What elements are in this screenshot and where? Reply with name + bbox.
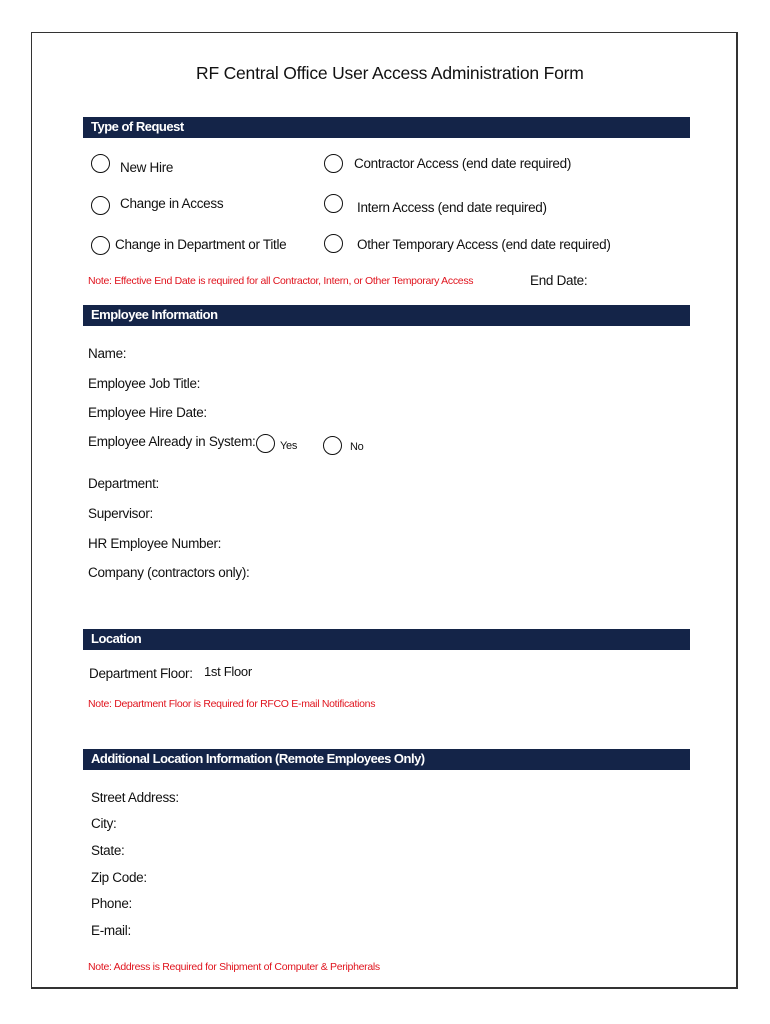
state-label: State: <box>91 843 125 858</box>
change-in-department-radio[interactable] <box>91 236 110 255</box>
change-in-access-radio[interactable] <box>91 196 110 215</box>
type-of-request-header <box>83 117 690 138</box>
in-system-no-radio[interactable] <box>323 436 342 455</box>
zip-code-label: Zip Code: <box>91 870 147 885</box>
employee-information-header <box>83 305 690 326</box>
department-floor-note: Note: Department Floor is Required for RFCO E-mail Notifications <box>88 698 376 710</box>
supervisor-label: Supervisor: <box>88 506 153 521</box>
contractor-access-label: Contractor Access (end date required) <box>354 156 572 171</box>
change-in-department-label: Change in Department or Title <box>115 237 287 252</box>
in-system-yes-radio[interactable] <box>256 434 275 453</box>
additional-location-header <box>83 749 690 770</box>
company-label: Company (contractors only): <box>88 565 250 580</box>
end-date-note: Note: Effective End Date is required for all Contractor, Intern, or Other Temporary Access <box>88 275 474 287</box>
email-label: E-mail: <box>91 923 131 938</box>
intern-access-radio[interactable] <box>324 194 343 213</box>
intern-access-label: Intern Access (end date required) <box>357 200 547 215</box>
address-note: Note: Address is Required for Shipment of Computer & Peripherals <box>88 961 380 973</box>
city-label: City: <box>91 816 117 831</box>
new-hire-radio[interactable] <box>91 154 110 173</box>
hr-employee-number-label: HR Employee Number: <box>88 536 222 551</box>
new-hire-label: New Hire <box>120 160 174 175</box>
other-temporary-access-radio[interactable] <box>324 234 343 253</box>
department-floor-label: Department Floor: <box>89 666 193 681</box>
type-of-request-header-label: Type of Request <box>91 119 184 134</box>
already-in-system-label: Employee Already in System: <box>88 434 256 449</box>
department-floor-field[interactable]: 1st Floor <box>204 664 252 679</box>
in-system-yes-label: Yes <box>280 440 298 452</box>
form-title: RF Central Office User Access Administration Form <box>196 63 584 83</box>
contractor-access-radio[interactable] <box>324 154 343 173</box>
location-header <box>83 629 690 650</box>
phone-label: Phone: <box>91 896 132 911</box>
employee-information-header-label: Employee Information <box>91 307 218 322</box>
street-address-label: Street Address: <box>91 790 179 805</box>
job-title-label: Employee Job Title: <box>88 376 201 391</box>
name-label: Name: <box>88 346 127 361</box>
other-temporary-access-label: Other Temporary Access (end date required) <box>357 237 611 252</box>
end-date-label: End Date: <box>530 273 588 288</box>
change-in-access-label: Change in Access <box>120 196 224 211</box>
hire-date-label: Employee Hire Date: <box>88 405 207 420</box>
in-system-no-label: No <box>350 441 364 453</box>
additional-location-header-label: Additional Location Information (Remote Employees Only) <box>91 751 425 766</box>
location-header-label: Location <box>91 631 142 646</box>
department-label: Department: <box>88 476 159 491</box>
